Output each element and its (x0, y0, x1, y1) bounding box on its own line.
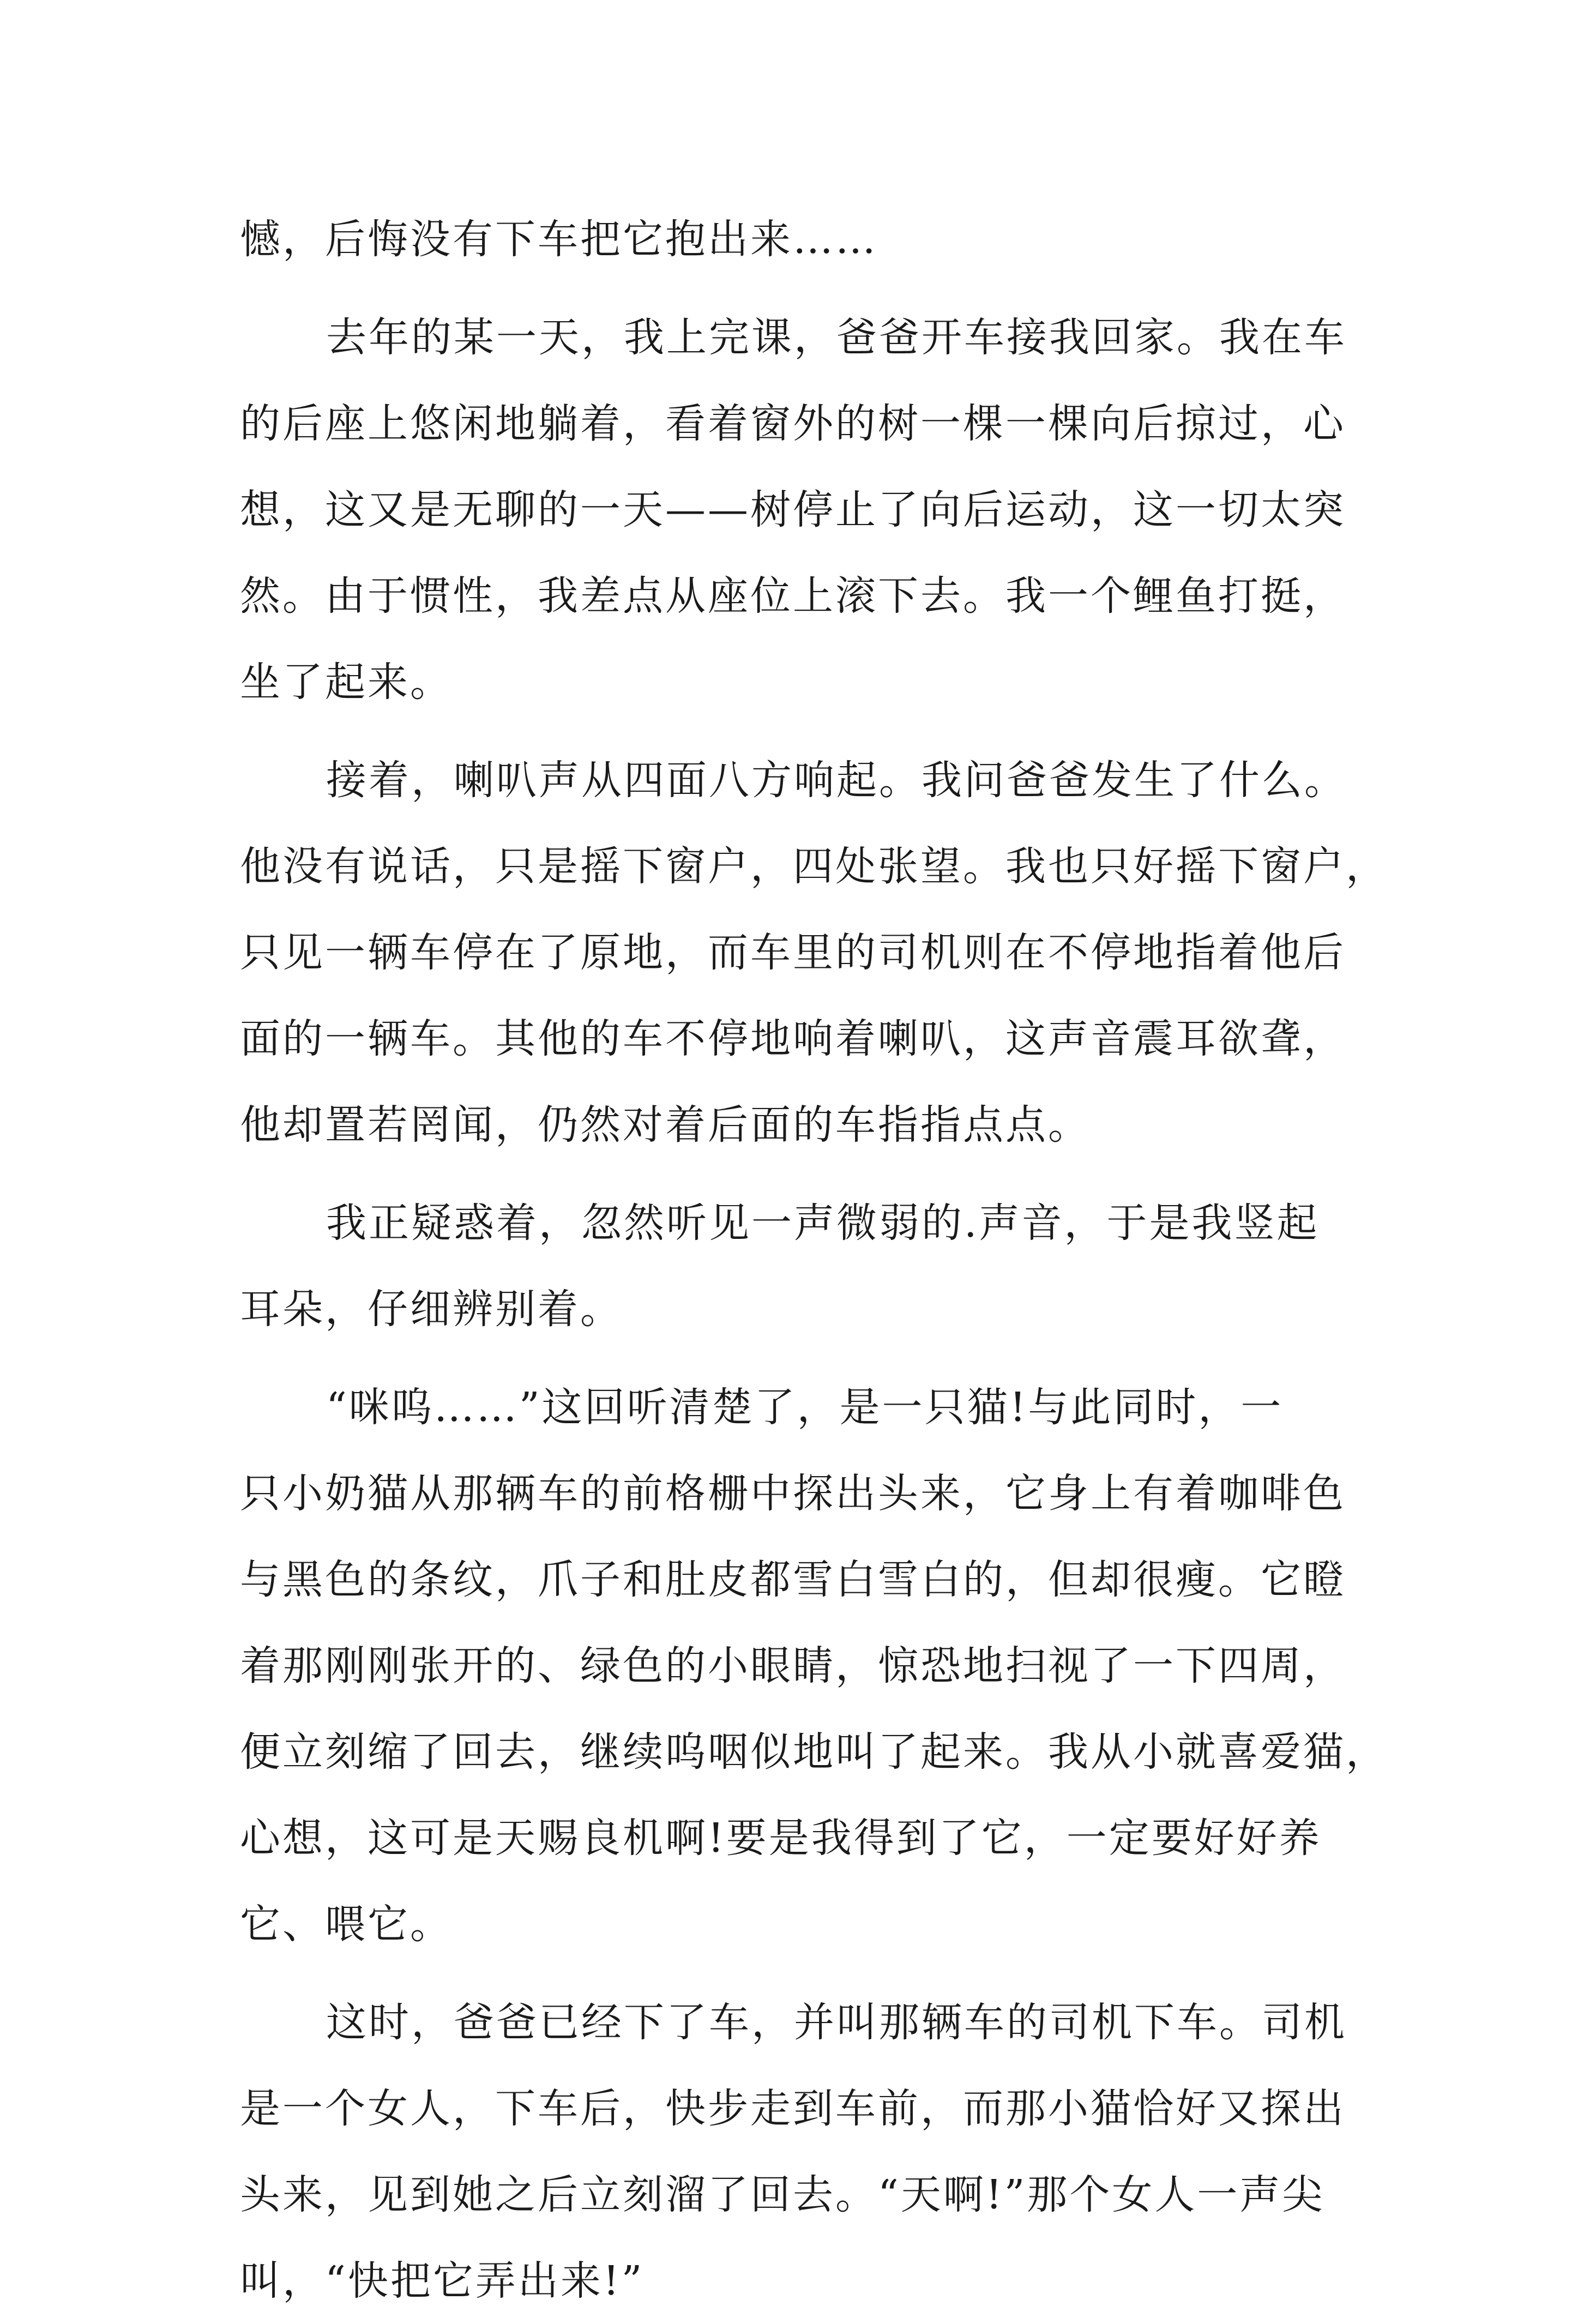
text-line: 耳朵，仔细辨别着。 (240, 1286, 623, 1333)
text-line: 的后座上悠闲地躺着，看着窗外的树一棵一棵向后掠过，心 (240, 400, 1346, 447)
text-line: 坐了起来。 (240, 659, 453, 706)
text-line: 憾，后悔没有下车把它抱出来…… (240, 216, 878, 263)
paragraph-first-line: 我正疑惑着，忽然听见一声微弱的.声音，于是我竖起 (326, 1200, 1320, 1247)
paragraph-first-line: 去年的某一天，我上完课，爸爸开车接我回家。我在车 (326, 314, 1347, 361)
text-line: 它、喂它。 (240, 1901, 453, 1948)
text-line: 想，这又是无聊的一天——树停止了向后运动，这一切太突 (240, 486, 1346, 533)
text-line: 着那刚刚张开的、绿色的小眼睛，惊恐地扫视了一下四周， (240, 1642, 1346, 1689)
text-line: 与黑色的条纹，爪子和肚皮都雪白雪白的，但却很瘦。它瞪 (240, 1556, 1346, 1603)
text-line: 是一个女人，下车后，快步走到车前，而那小猫恰好又探出 (240, 2085, 1346, 2132)
text-line: 他却置若罔闻，仍然对着后面的车指指点点。 (240, 1101, 1091, 1148)
text-line: 他没有说话，只是摇下窗户，四处张望。我也只好摇下窗户， (240, 843, 1388, 890)
text-line: 叫，“快把它弄出来!” (240, 2257, 645, 2304)
text-line: 只见一辆车停在了原地，而车里的司机则在不停地指着他后 (240, 929, 1346, 976)
text-line: 头来，见到她之后立刻溜了回去。“天啊!”那个女人一声尖 (240, 2171, 1325, 2218)
document-body (240, 196, 1388, 2324)
paragraph-first-line: 这时，爸爸已经下了车，并叫那辆车的司机下车。司机 (326, 1999, 1347, 2046)
text-line: 便立刻缩了回去，继续呜咽似地叫了起来。我从小就喜爱猫， (240, 1729, 1388, 1775)
paragraph-first-line: “咪呜……”这回听清楚了，是一只猫!与此同时，一 (326, 1384, 1284, 1431)
text-line: 心想，这可是天赐良机啊!要是我得到了它，一定要好好养 (240, 1815, 1322, 1862)
text-line: 面的一辆车。其他的车不停地响着喇叭，这声音震耳欲聋， (240, 1015, 1346, 1062)
paragraph-first-line: 接着，喇叭声从四面八方响起。我问爸爸发生了什么。 (326, 757, 1347, 804)
text-line: 只小奶猫从那辆车的前格栅中探出头来，它身上有着咖啡色 (240, 1470, 1346, 1517)
text-line: 然。由于惯性，我差点从座位上滚下去。我一个鲤鱼打挺， (240, 573, 1346, 619)
